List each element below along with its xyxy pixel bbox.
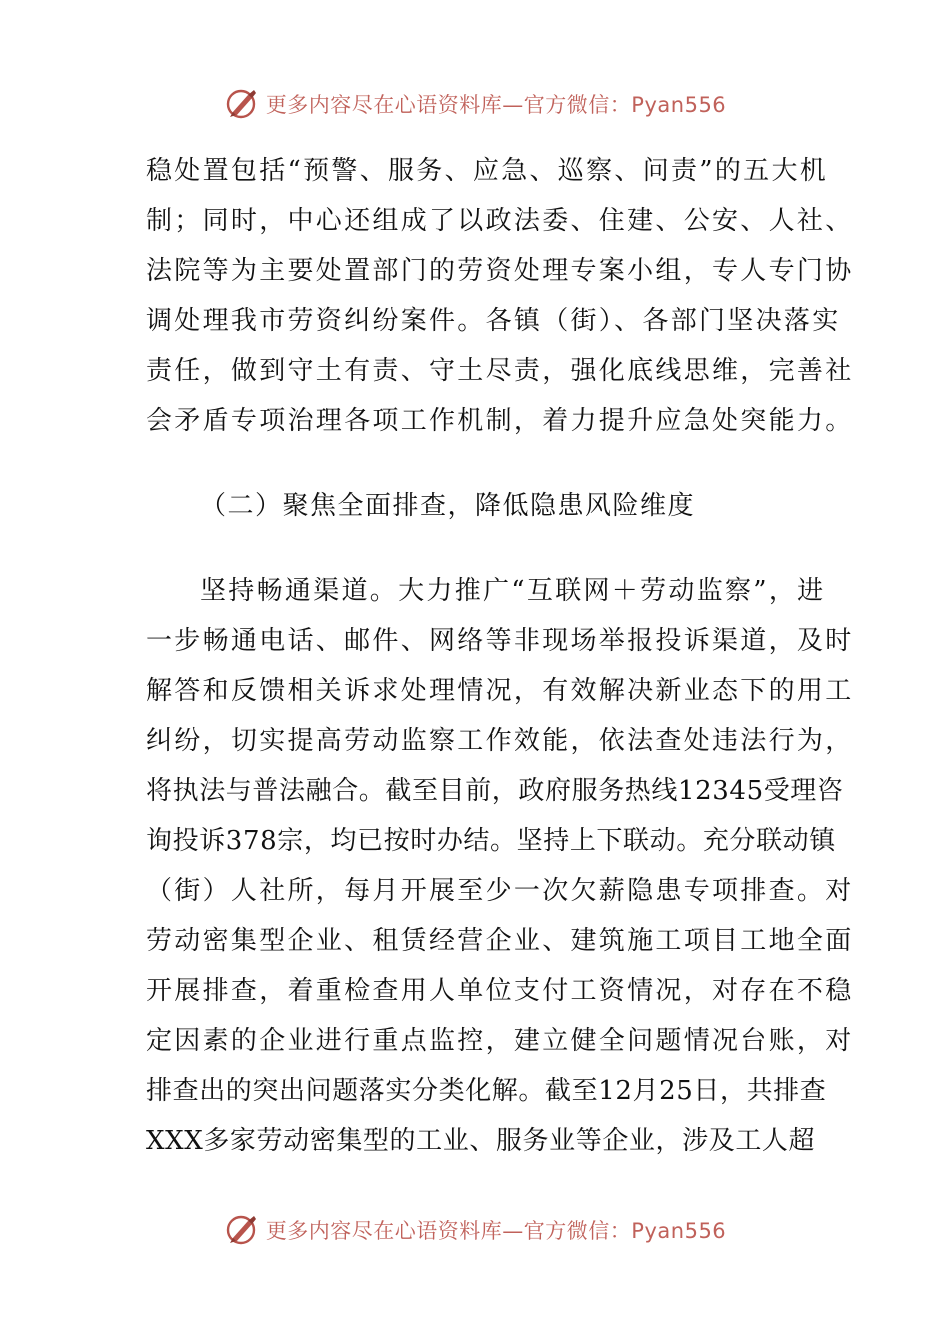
document-body [146, 146, 854, 1166]
text-line: 法院等为主要处置部门的劳资处理专案小组，专人专门协 [146, 256, 854, 286]
text-line: 会矛盾专项治理各项工作机制，着力提升应急处突能力。 [146, 406, 854, 436]
text-line: 责任，做到守土有责、守土尽责，强化底线思维，完善社 [146, 356, 854, 386]
text-line: 解答和反馈相关诉求处理情况，有效解决新业态下的用工 [146, 676, 854, 706]
text-line: 询投诉378宗，均已按时办结。坚持上下联动。充分联动镇 [146, 826, 836, 856]
header-watermark [0, 86, 950, 122]
watermark-text: 更多内容尽在心语资料库—官方微信：Pyan556 [265, 93, 727, 117]
text-line: 制；同时，中心还组成了以政法委、住建、公安、人社、 [146, 206, 854, 236]
text-line: 坚持畅通渠道。大力推广“互联网＋劳动监察”，进 [200, 576, 826, 606]
text-line: 稳处置包括“预警、服务、应急、巡察、问责”的五大机 [146, 156, 829, 186]
text-line: （街）人社所，每月开展至少一次欠薪隐患专项排查。对 [146, 876, 854, 906]
text-line: 纠纷，切实提高劳动监察工作效能，依法查处违法行为， [146, 726, 854, 756]
text-line: 一步畅通电话、邮件、网络等非现场举报投诉渠道，及时 [146, 626, 854, 656]
text-line: 开展排查，着重检查用人单位支付工资情况，对存在不稳 [146, 976, 854, 1006]
text-line: 排查出的突出问题落实分类化解。截至12月25日，共排查 [146, 1076, 827, 1106]
footer-watermark [0, 1212, 950, 1248]
section-heading: （二）聚焦全面排查，降低隐患风险维度 [200, 491, 696, 521]
text-line: 调处理我市劳资纠纷案件。各镇（街）、各部门坚决落实 [146, 306, 841, 336]
paragraph [146, 146, 854, 446]
pen-circle-logo-icon [224, 86, 260, 122]
text-line: 劳动密集型企业、租赁经营企业、建筑施工项目工地全面 [146, 926, 854, 956]
text-line: XXX多家劳动密集型的工业、服务业等企业，涉及工人超 [146, 1126, 816, 1156]
pen-circle-logo-icon [224, 1212, 260, 1248]
watermark-text: 更多内容尽在心语资料库—官方微信：Pyan556 [265, 1219, 727, 1243]
text-line: 定因素的企业进行重点监控，建立健全问题情况台账，对 [146, 1026, 854, 1056]
paragraph [146, 566, 854, 1166]
text-line: 将执法与普法融合。截至目前，政府服务热线12345受理咨 [146, 776, 844, 806]
